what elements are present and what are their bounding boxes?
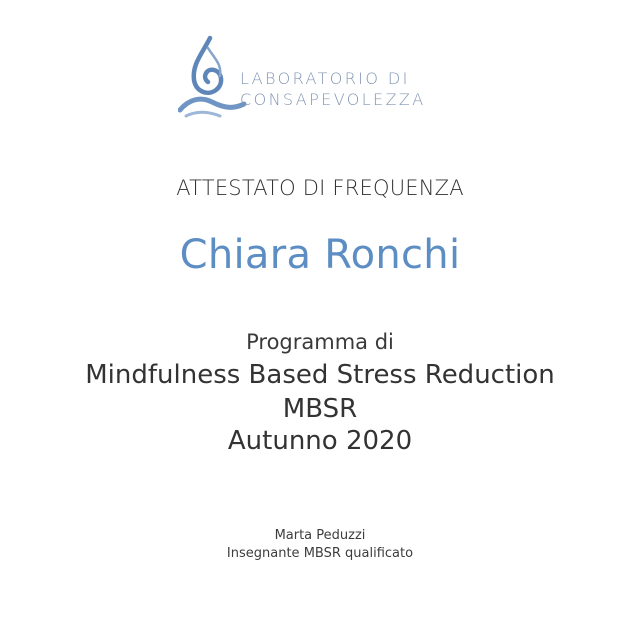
program-abbreviation: MBSR [282, 394, 358, 424]
logo-text [240, 68, 426, 110]
signer-name: Marta Peduzzi [274, 528, 366, 543]
signer-role: Insegnante MBSR qualificato [226, 546, 414, 561]
recipient-name: Chiara Ronchi [179, 232, 461, 278]
program-intro: Programma di [246, 330, 394, 354]
program-season: Autunno 2020 [227, 426, 413, 456]
flame-wave-logo-icon [178, 34, 248, 120]
logo-line-2: CONSAPEVOLEZZA [240, 90, 426, 109]
certificate-heading: ATTESTATO DI FREQUENZA [176, 176, 464, 200]
program-title: Mindfulness Based Stress Reduction [85, 360, 555, 390]
logo-line-1: LABORATORIO DI [240, 69, 410, 88]
logo [178, 34, 468, 120]
